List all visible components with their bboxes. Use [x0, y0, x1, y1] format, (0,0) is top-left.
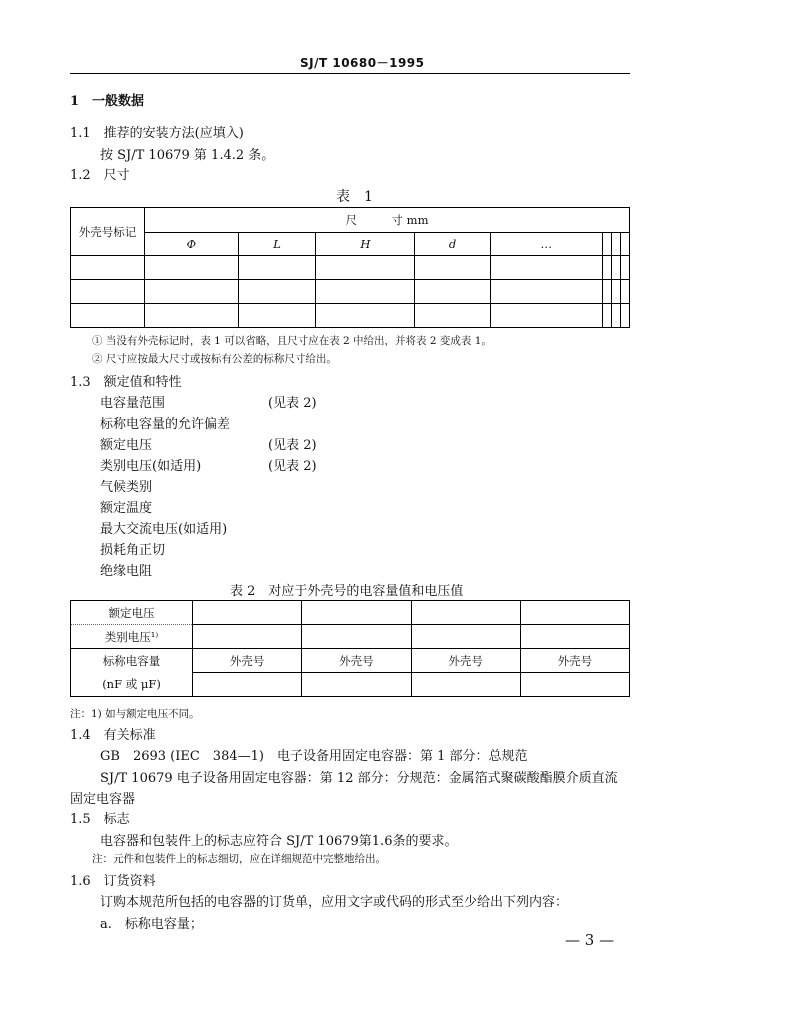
standard-ref-1: GB 2693 (IEC 384—1) 电子设备用固定电容器：第 1 部分：总规范 — [100, 749, 528, 764]
table-1-empty-cell — [490, 304, 602, 328]
section-1-5-heading: 1.5 标志 — [70, 812, 130, 827]
section-1-heading: 1 一般数据 — [70, 94, 145, 109]
rating-item-name: 额定电压 — [100, 438, 153, 453]
table-1-empty-cell — [490, 256, 602, 280]
table-1-empty-cell — [71, 280, 145, 304]
rating-item-name: 最大交流电压(如适用) — [100, 522, 228, 537]
table-1-empty-cell — [611, 304, 620, 328]
table-1-empty-cell — [145, 304, 239, 328]
table-1-empty-cell — [490, 280, 602, 304]
table-1-empty-cell — [602, 280, 611, 304]
table-2-caption: 表 2 对应于外壳号的电容量值和电压值 — [230, 584, 464, 599]
table-2-case-cell: 外壳号 — [411, 649, 520, 673]
rating-item-name: 标称电容量的允许偏差 — [100, 417, 231, 432]
table-1-empty-cell — [316, 256, 415, 280]
table-1-dim-col — [602, 233, 611, 256]
table-1-caption: 表 1 — [336, 189, 373, 205]
table-1-empty-cell — [71, 304, 145, 328]
table-1-empty-cell — [145, 256, 239, 280]
order-item-a: a. 标称电容量； — [100, 917, 203, 932]
section-1-5-body: 电容器和包装件上的标志应符合 SJ/T 10679第1.6条的要求。 — [100, 834, 458, 849]
table-1-empty-cell — [620, 304, 629, 328]
table-2-capacitance-label: 标称电容量 — [71, 649, 193, 673]
table-1-empty-cell — [145, 280, 239, 304]
rating-item-name: 类别电压(如适用) — [100, 459, 202, 474]
table-1-empty-cell — [415, 256, 490, 280]
table-1-dim-col: H — [316, 233, 415, 256]
table-1-empty-cell — [415, 280, 490, 304]
rating-item-name: 损耗角正切 — [100, 543, 166, 558]
table-1-empty-cell — [71, 256, 145, 280]
table-1-empty-cell — [620, 280, 629, 304]
table-1 — [70, 207, 630, 328]
rating-item-ref: (见表 2) — [268, 438, 317, 453]
table-2-case-cell: 外壳号 — [193, 649, 302, 673]
table-1-case-header: 外壳号标记 — [71, 208, 145, 256]
table-1-note-1: ① 当没有外壳标记时，表 1 可以省略，且尺寸应在表 2 中给出，并将表 2 变成表 1。 — [92, 335, 492, 347]
table-1-empty-cell — [238, 304, 316, 328]
table-1-empty-cell — [415, 304, 490, 328]
section-1-4-heading: 1.4 有关标准 — [70, 728, 156, 743]
document-header: SJ/T 10680－1995 — [300, 56, 425, 70]
table-2-rated-voltage-label: 额定电压 — [71, 601, 193, 625]
rating-item-ref: (见表 2) — [268, 396, 317, 411]
table-1-dim-col: … — [490, 233, 602, 256]
header-rule — [70, 73, 630, 74]
table-1-dim-col — [620, 233, 629, 256]
standard-ref-2-cont: 固定电容器 — [70, 792, 136, 807]
table-1-dim-header: 尺 寸 mm — [145, 208, 630, 233]
section-1-3-heading: 1.3 额定值和特性 — [70, 375, 182, 390]
table-1-note-2: ② 尺寸应按最大尺寸或按标有公差的标称尺寸给出。 — [92, 353, 337, 365]
table-1-empty-cell — [620, 256, 629, 280]
section-1-1-heading: 1.1 推荐的安装方法(应填入) — [70, 126, 244, 141]
standard-ref-2: SJ/T 10679 电子设备用固定电容器：第 12 部分：分规范：金属箔式聚碳酸酯膜介质直流 — [100, 771, 618, 786]
table-1-empty-cell — [316, 280, 415, 304]
table-1-empty-cell — [238, 280, 316, 304]
rating-item-ref: (见表 2) — [268, 459, 317, 474]
table-1-empty-cell — [611, 256, 620, 280]
table-2-case-cell: 外壳号 — [520, 649, 629, 673]
section-1-1-body: 按 SJ/T 10679 第 1.4.2 条。 — [100, 148, 275, 163]
table-1-dim-col — [611, 233, 620, 256]
section-1-6-heading: 1.6 订货资料 — [70, 874, 156, 889]
rating-item-name: 额定温度 — [100, 501, 153, 516]
table-2-case-cell: 外壳号 — [302, 649, 411, 673]
rating-item-name: 绝缘电阻 — [100, 564, 153, 579]
table-1-dim-col: Φ — [145, 233, 239, 256]
rating-item-name: 气候类别 — [100, 480, 153, 495]
section-1-5-note: 注：元件和包装件上的标志细切，应在详细规范中完整地给出。 — [92, 853, 386, 865]
rating-item-name: 电容量范围 — [100, 396, 166, 411]
page-number: — 3 — — [565, 931, 615, 949]
table-2-note: 注：1) 如与额定电压不同。 — [70, 708, 200, 720]
table-2-category-voltage-label: 类别电压¹⁾ — [71, 625, 193, 649]
table-1-empty-cell — [602, 304, 611, 328]
section-1-6-body: 订购本规范所包括的电容器的订货单，应用文字或代码的形式至少给出下列内容： — [100, 895, 569, 910]
table-1-empty-cell — [316, 304, 415, 328]
table-1-empty-cell — [611, 280, 620, 304]
table-1-empty-cell — [238, 256, 316, 280]
table-2-capacitance-unit: (nF 或 μF) — [71, 673, 193, 697]
table-1-dim-col: L — [238, 233, 316, 256]
table-2 — [70, 600, 630, 697]
table-1-dim-col: d — [415, 233, 490, 256]
table-1-empty-cell — [602, 256, 611, 280]
section-1-2-heading: 1.2 尺寸 — [70, 168, 130, 183]
